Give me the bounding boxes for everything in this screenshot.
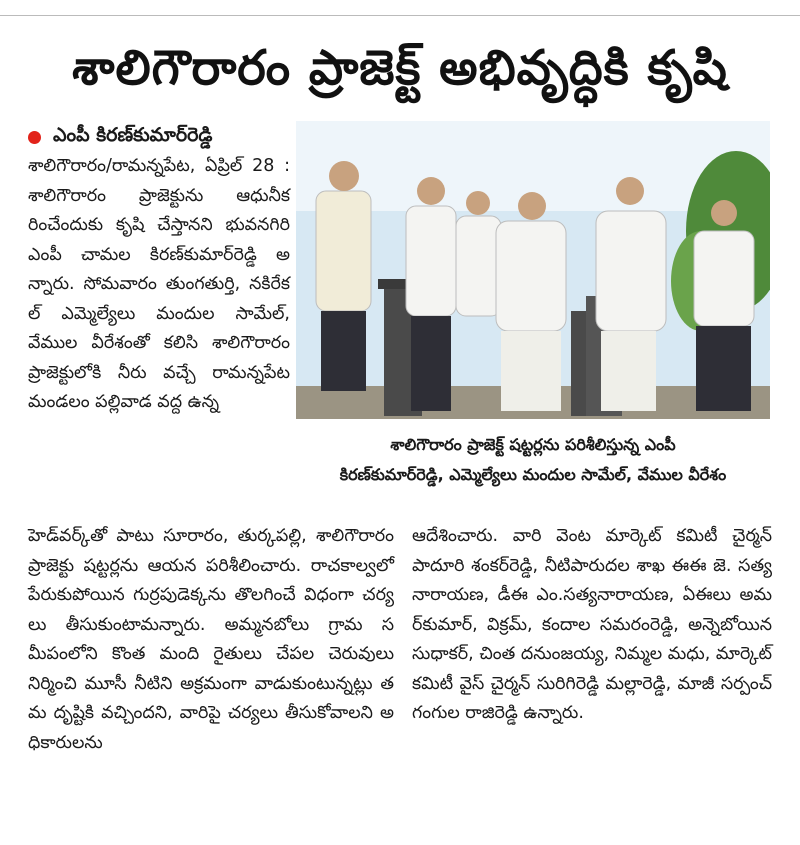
caption-line-2: కిరణ్‌కుమార్‌రెడ్డి, ఎమ్మెల్యేలు మందుల సామేల్, వేముల వీరేశం [339,465,727,484]
headline: శాలిగౌరారం ప్రాజెక్ట్ అభివృద్ధికి కృషి [72,40,728,96]
story-column-1-bottom: హెడ్‌వర్క్‌తో పాటు సూరారం, తుర్కపల్లి, శాలిగౌరారం ప్రాజెక్టు షట్టర్లను ఆయన పరిశీలించారు. రాచకాల్వలో పేరుకుపోయిన గుర్రపుడెక్కను తొలగించే విధంగా చర్యలు తీసుకుంటామన్నారు. అమ్మనబోలు గ్రామ సమీపంలోని కొంత మంది రైతులు చేపల చెరువులు నిర్మించి మూసీ నీటిని అక్రమంగా వాడుకుంటున్నట్లు తమ దృష్టికి వచ్చిందని, వారిపై చర్యలు తీసుకోవాలని అధికారులను [28,526,394,753]
caption-line-1: శాలిగౌరారం ప్రాజెక్ట్ షట్టర్లను పరిశీలిస్తున్న ఎంపీ [390,435,676,454]
story-column-1-top: శాలిగౌరారం/రామన్నపేట, ఏప్రిల్ 28 : శాలిగౌరారం ప్రాజెక్టును ఆధునీకరించేందుకు కృషి చేస్తానని భువనగిరి ఎంపీ చామల కిరణ్‌కుమార్‌రెడ్డి అన్నారు. సోమవారం తుంగతుర్తి, నకిరేకల్ ఎమ్మెల్యేలు మందుల సామేల్, వేముల వీరేశంతో కలిసి శాలిగౌరారం ప్రాజెక్టులోకి నీరు వచ్చే రామన్నపేట మండలం పల్లివాడ వద్ద ఉన్న [28,156,290,412]
photo-caption [296,430,770,500]
news-photo [296,121,770,419]
previous-article-edge [0,0,800,16]
story-column-2: ఆదేశించారు. వారి వెంట మార్కెట్ కమిటీ చైర్మన్ పాదూరి శంకర్‌రెడ్డి, నీటిపారుదల శాఖ ఈఈ జె. సత్యనారాయణ, డీఈ ఎం.సత్యనారాయణ, ఏఈలు అమర్‌కుమార్, విక్రమ్, కందాల సమరంరెడ్డి, అన్నెబోయిన సుధాకర్, చింత దనుంజయ్య, నిమ్మల మధు, మార్కెట్ కమిటీ వైస్ చైర్మన్ సురిగిరెడ్డి మల్లారెడ్డి, మాజీ సర్పంచ్ గంగుల రాజిరెడ్డి ఉన్నారు. [412,526,772,723]
byline [28,122,298,152]
red-bullet-icon [28,131,41,144]
photo-illustration [296,121,770,419]
byline-text: ఎంపీ కిరణ్‌కుమార్‌రెడ్డి [53,123,213,146]
